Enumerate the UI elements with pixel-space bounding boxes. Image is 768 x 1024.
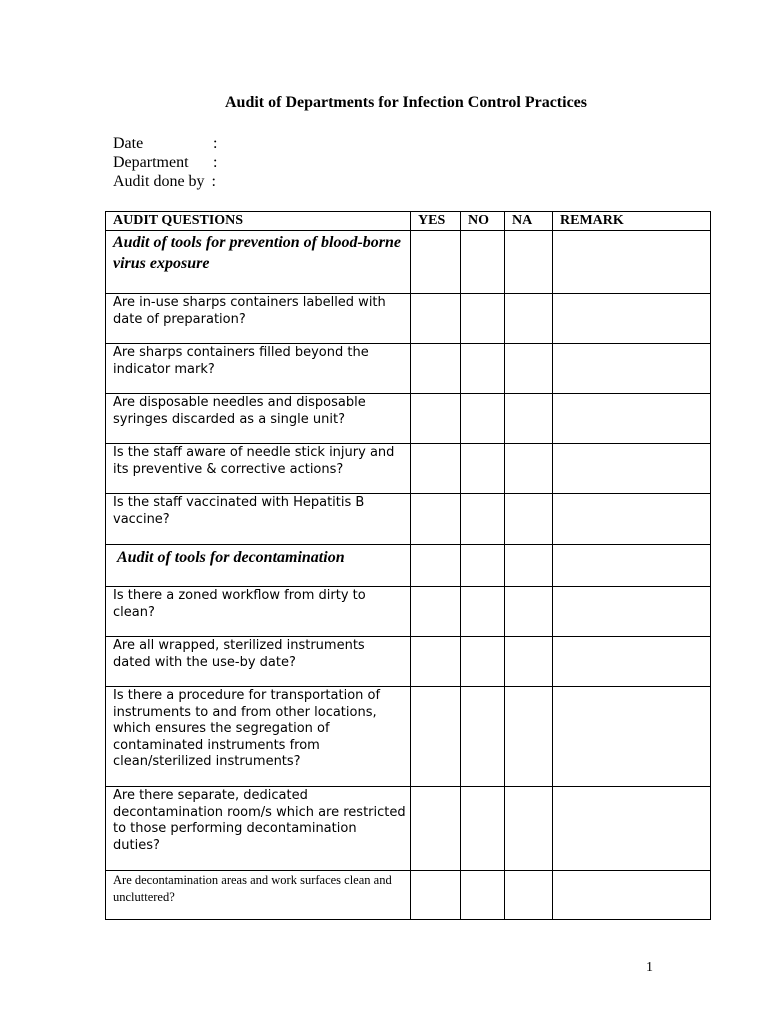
remark-cell[interactable] bbox=[553, 444, 711, 494]
remark-cell[interactable] bbox=[553, 231, 711, 294]
no-cell[interactable] bbox=[461, 545, 505, 587]
yes-cell[interactable] bbox=[411, 394, 461, 444]
header-na: NA bbox=[505, 212, 553, 231]
yes-cell[interactable] bbox=[411, 787, 461, 871]
remark-cell[interactable] bbox=[553, 394, 711, 444]
no-cell[interactable] bbox=[461, 394, 505, 444]
department-label: Department bbox=[113, 154, 189, 171]
section-row bbox=[106, 545, 711, 587]
remark-cell[interactable] bbox=[553, 294, 711, 344]
yes-cell[interactable] bbox=[411, 637, 461, 687]
no-cell[interactable] bbox=[461, 787, 505, 871]
no-cell[interactable] bbox=[461, 444, 505, 494]
yes-cell[interactable] bbox=[411, 545, 461, 587]
question-text: Are decontamination areas and work surfaces clean and uncluttered? bbox=[106, 871, 411, 920]
no-cell[interactable] bbox=[461, 494, 505, 545]
no-cell[interactable] bbox=[461, 587, 505, 637]
audit-table bbox=[105, 211, 711, 920]
remark-cell[interactable] bbox=[553, 344, 711, 394]
yes-cell[interactable] bbox=[411, 344, 461, 394]
question-text: Is there a procedure for transportation of instruments to and from other locations, which ensures the segregation of contaminated instruments from clean/sterilized instruments? bbox=[106, 687, 411, 787]
header-audit-questions: AUDIT QUESTIONS bbox=[106, 212, 411, 231]
yes-cell[interactable] bbox=[411, 231, 461, 294]
department-colon: : bbox=[213, 154, 218, 171]
question-text: Are in-use sharps containers labelled with date of preparation? bbox=[106, 294, 411, 344]
question-row bbox=[106, 444, 711, 494]
question-text: Is there a zoned workflow from dirty to clean? bbox=[106, 587, 411, 637]
na-cell[interactable] bbox=[505, 787, 553, 871]
na-cell[interactable] bbox=[505, 294, 553, 344]
yes-cell[interactable] bbox=[411, 687, 461, 787]
na-cell[interactable] bbox=[505, 637, 553, 687]
na-cell[interactable] bbox=[505, 587, 553, 637]
section-title: Audit of tools for decontamination bbox=[106, 545, 411, 587]
department-field bbox=[113, 153, 216, 172]
no-cell[interactable] bbox=[461, 344, 505, 394]
question-row bbox=[106, 494, 711, 545]
date-colon: : bbox=[213, 135, 218, 152]
question-row bbox=[106, 394, 711, 444]
question-row bbox=[106, 787, 711, 871]
audit-done-by-field bbox=[113, 172, 216, 191]
na-cell[interactable] bbox=[505, 344, 553, 394]
remark-cell[interactable] bbox=[553, 587, 711, 637]
no-cell[interactable] bbox=[461, 231, 505, 294]
question-row bbox=[106, 587, 711, 637]
na-cell[interactable] bbox=[505, 231, 553, 294]
na-cell[interactable] bbox=[505, 394, 553, 444]
date-label: Date bbox=[113, 135, 144, 152]
header-yes: YES bbox=[411, 212, 461, 231]
header-row bbox=[106, 212, 711, 231]
header-remark: REMARK bbox=[553, 212, 711, 231]
yes-cell[interactable] bbox=[411, 444, 461, 494]
page-number: 1 bbox=[646, 960, 653, 975]
question-text: Are all wrapped, sterilized instruments dated with the use-by date? bbox=[106, 637, 411, 687]
remark-cell[interactable] bbox=[553, 545, 711, 587]
remark-cell[interactable] bbox=[553, 871, 711, 920]
no-cell[interactable] bbox=[461, 294, 505, 344]
question-text: Are sharps containers filled beyond the indicator mark? bbox=[106, 344, 411, 394]
yes-cell[interactable] bbox=[411, 494, 461, 545]
question-text: Are disposable needles and disposable syringes discarded as a single unit? bbox=[106, 394, 411, 444]
audit-done-by-colon: : bbox=[211, 173, 216, 190]
remark-cell[interactable] bbox=[553, 687, 711, 787]
yes-cell[interactable] bbox=[411, 294, 461, 344]
question-text: Are there separate, dedicated decontamination room/s which are restricted to those performing decontamination duties? bbox=[106, 787, 411, 871]
audit-done-by-label: Audit done by bbox=[113, 173, 205, 190]
question-row bbox=[106, 637, 711, 687]
question-row bbox=[106, 294, 711, 344]
document-title: Audit of Departments for Infection Control Practices bbox=[224, 94, 587, 111]
section-row bbox=[106, 231, 711, 294]
section-title: Audit of tools for prevention of blood-borne virus exposure bbox=[106, 231, 411, 294]
no-cell[interactable] bbox=[461, 637, 505, 687]
remark-cell[interactable] bbox=[553, 494, 711, 545]
na-cell[interactable] bbox=[505, 444, 553, 494]
na-cell[interactable] bbox=[505, 871, 553, 920]
date-field bbox=[113, 134, 216, 153]
question-row bbox=[106, 344, 711, 394]
question-text: Is the staff aware of needle stick injury and its preventive & corrective actions? bbox=[106, 444, 411, 494]
yes-cell[interactable] bbox=[411, 871, 461, 920]
na-cell[interactable] bbox=[505, 687, 553, 787]
yes-cell[interactable] bbox=[411, 587, 461, 637]
na-cell[interactable] bbox=[505, 545, 553, 587]
question-row bbox=[106, 871, 711, 920]
audit-meta-fields bbox=[113, 134, 216, 191]
question-text: Is the staff vaccinated with Hepatitis B vaccine? bbox=[106, 494, 411, 545]
question-row bbox=[106, 687, 711, 787]
na-cell[interactable] bbox=[505, 494, 553, 545]
no-cell[interactable] bbox=[461, 687, 505, 787]
remark-cell[interactable] bbox=[553, 787, 711, 871]
remark-cell[interactable] bbox=[553, 637, 711, 687]
header-no: NO bbox=[461, 212, 505, 231]
no-cell[interactable] bbox=[461, 871, 505, 920]
